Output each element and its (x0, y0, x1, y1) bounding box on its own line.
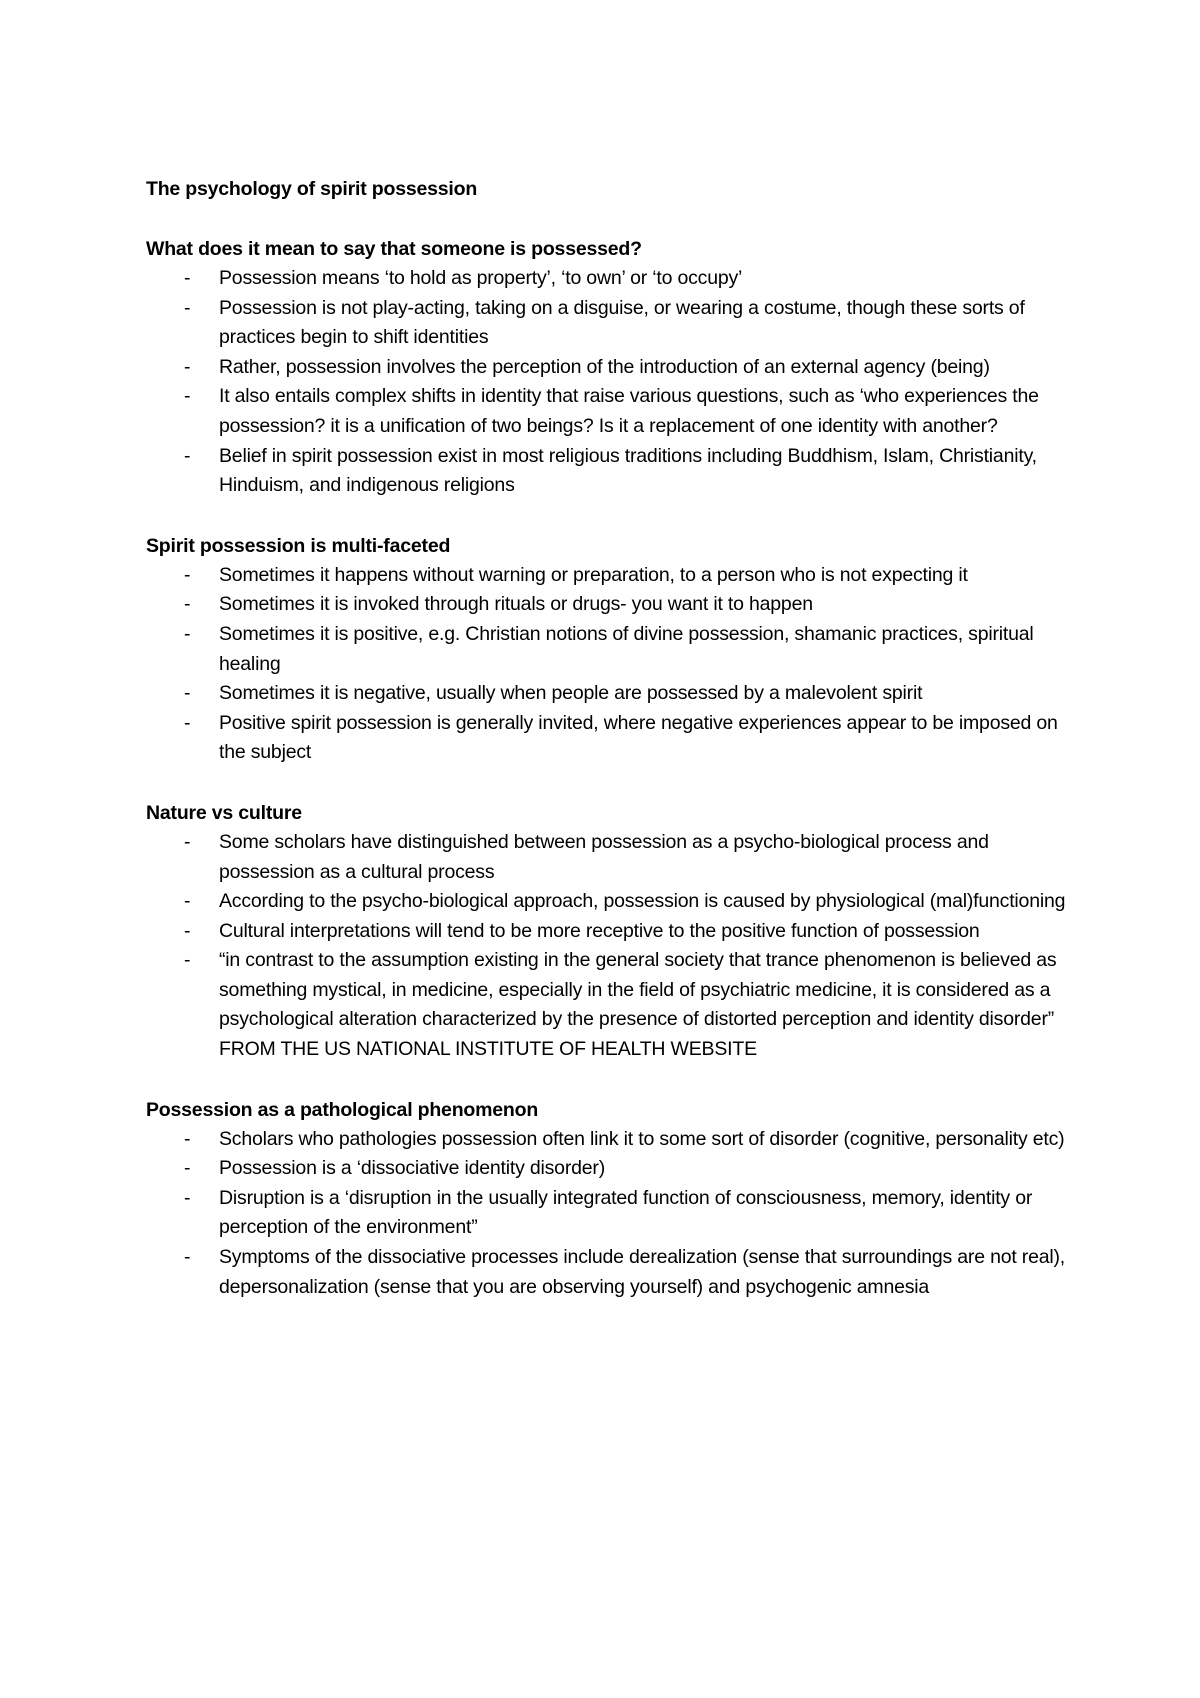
bullet-dash: - (184, 1127, 191, 1150)
bullet-item (146, 442, 1066, 501)
bullet-item (146, 294, 1066, 353)
bullet-item (146, 1154, 1066, 1184)
bullet-item (146, 828, 1066, 887)
section-heading: What does it mean to say that someone is possessed? (146, 238, 642, 260)
bullet-list (146, 828, 1066, 1065)
bullet-text: Sometimes it is negative, usually when people are possessed by a malevolent spirit (219, 682, 923, 705)
bullet-item (146, 917, 1066, 947)
bullet-text: Possession is not play-acting, taking on a disguise, or wearing a costume, though these sorts of practices begin to shift identities (219, 296, 1025, 349)
bullet-item (146, 709, 1066, 768)
bullet-text: According to the psycho-biological approach, possession is caused by physiological (mal)functioning (219, 890, 1066, 913)
section-what-does-it-mean (146, 234, 1066, 501)
section-nature-vs-culture (146, 798, 1066, 1065)
bullet-dash: - (184, 267, 191, 289)
bullet-item (146, 1243, 1066, 1302)
bullet-item (146, 887, 1066, 917)
bullet-text: Possession is a ‘dissociative identity disorder) (219, 1157, 605, 1180)
bullet-item (146, 1125, 1066, 1155)
bullet-dash: - (184, 444, 191, 467)
bullet-text: Sometimes it happens without warning or preparation, to a person who is not expecting it (219, 563, 968, 586)
bullet-text: Belief in spirit possession exist in most religious traditions including Buddhism, Islam, Christianity, Hinduism, and indigenous religions (219, 444, 1037, 497)
bullet-dash: - (184, 711, 191, 734)
bullet-dash: - (184, 622, 191, 645)
bullet-dash: - (184, 385, 191, 408)
bullet-text: Possession means ‘to hold as property’, ‘to own’ or ‘to occupy’ (219, 267, 743, 289)
bullet-dash: - (184, 1186, 191, 1209)
document-title: The psychology of spirit possession (146, 178, 478, 200)
section-heading: Possession as a pathological phenomenon (146, 1098, 539, 1121)
bullet-text: It also entails complex shifts in identity that raise various questions, such as ‘who experiences the possession? it is a unification of two beings? Is it a replacement of one identity with another? (219, 385, 1039, 437)
bullet-text: Cultural interpretations will tend to be more receptive to the positive function of possession (219, 919, 980, 942)
bullet-text: Some scholars have distinguished between possession as a psycho-biological process and possession as a cultural process (219, 830, 989, 883)
bullet-text: Symptoms of the dissociative processes include derealization (sense that surroundings are not real), depersonalization (sense that you are observing yourself) and psychogenic amnesia (219, 1246, 1066, 1298)
bullet-dash: - (184, 890, 191, 913)
bullet-dash: - (184, 296, 191, 319)
section-heading: Spirit possession is multi-faceted (146, 534, 451, 557)
bullet-text: Disruption is a ‘disruption in the usually integrated function of consciousness, memory, identity or perception of the environment” (219, 1186, 1033, 1239)
bullet-item (146, 264, 1066, 294)
bullet-list (146, 264, 1066, 501)
bullet-dash: - (184, 919, 191, 942)
section-heading: Nature vs culture (146, 801, 302, 824)
document-page (146, 174, 1066, 1332)
bullet-text: Rather, possession involves the perception of the introduction of an external agency (being) (219, 355, 990, 378)
bullet-text: Sometimes it is invoked through rituals or drugs- you want it to happen (219, 593, 813, 616)
bullet-text: “in contrast to the assumption existing in the general society that trance phenomenon is believed as something mystical, in medicine, especially in the field of psychiatric medicine, it is considered as a psychological alteration characterized by the presence of distorted perception and identity disorder” FROM THE US NATIONAL INSTITUTE OF HEALTH WEBSITE (219, 949, 1057, 1061)
bullet-item (146, 679, 1066, 709)
bullet-item (146, 590, 1066, 620)
section-pathological-phenomenon (146, 1095, 1066, 1303)
bullet-item (146, 353, 1066, 383)
bullet-dash: - (184, 563, 191, 586)
bullet-dash: - (184, 949, 191, 972)
bullet-dash: - (184, 355, 191, 378)
bullet-item (146, 561, 1066, 591)
bullet-list (146, 561, 1066, 768)
bullet-dash: - (184, 830, 191, 853)
bullet-list (146, 1125, 1066, 1303)
bullet-text: Positive spirit possession is generally invited, where negative experiences appear to be imposed on the subject (219, 711, 1058, 764)
bullet-item (146, 620, 1066, 679)
bullet-dash: - (184, 1157, 191, 1180)
bullet-item (146, 946, 1066, 1064)
bullet-dash: - (184, 1246, 191, 1269)
section-multi-faceted (146, 531, 1066, 768)
bullet-text: Sometimes it is positive, e.g. Christian notions of divine possession, shamanic practices, spiritual healing (219, 622, 1034, 675)
bullet-dash: - (184, 682, 191, 705)
bullet-text: Scholars who pathologies possession often link it to some sort of disorder (cognitive, personality etc) (219, 1127, 1065, 1150)
bullet-item (146, 1184, 1066, 1243)
bullet-item (146, 382, 1066, 441)
bullet-dash: - (184, 593, 191, 616)
